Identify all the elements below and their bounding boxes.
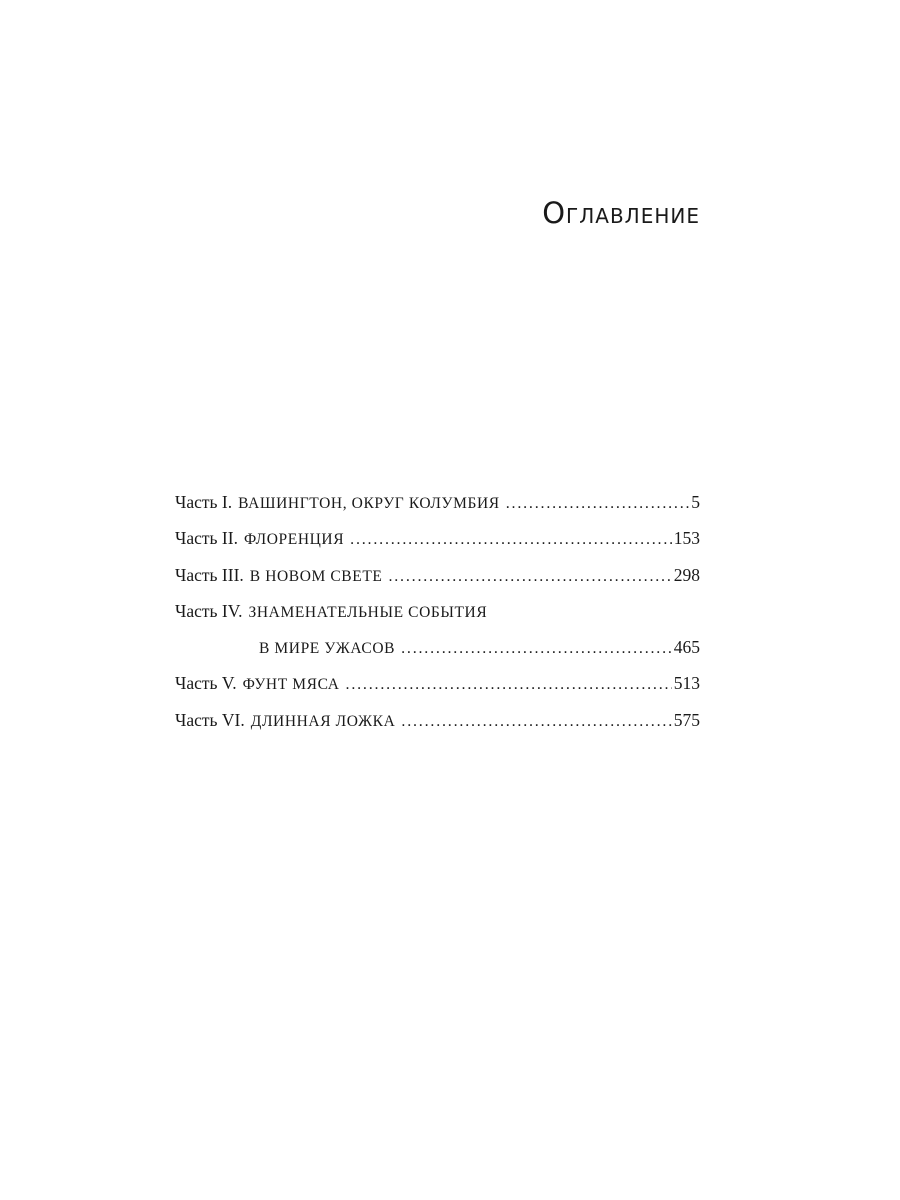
dot-leader: [506, 486, 690, 522]
part-title: ЗНАМЕНАТЕЛЬНЫЕ СОБЫТИЯ: [248, 603, 488, 621]
toc-entry-part-3: [175, 557, 700, 593]
dot-leader: [346, 667, 672, 703]
part-number: Часть V.: [175, 673, 237, 694]
part-title: В НОВОМ СВЕТЕ: [249, 567, 383, 585]
part-number: Часть IV.: [175, 600, 243, 621]
part-number: Часть III.: [175, 564, 244, 585]
part-number: Часть I.: [175, 492, 233, 512]
part-title: ВАШИНГТОН, ОКРУГ КОЛУМБИЯ: [238, 495, 500, 512]
part-number: Часть VI.: [175, 709, 245, 730]
toc-entry-part-1: [175, 484, 700, 520]
page-number: 575: [673, 709, 700, 730]
page-title: Оглавление: [542, 196, 700, 230]
table-of-contents: [175, 484, 700, 738]
toc-entry-part-2: [175, 520, 700, 556]
page-number: 5: [691, 492, 700, 512]
dot-leader: [350, 522, 672, 558]
part-title: ФЛОРЕНЦИЯ: [243, 531, 345, 549]
toc-entry-part-4-continued: [175, 629, 700, 665]
page-number: 153: [673, 528, 700, 549]
page-number: 513: [673, 673, 700, 694]
part-number: Часть II.: [175, 528, 238, 549]
dot-leader: [401, 704, 671, 740]
page-number: 465: [673, 637, 700, 658]
part-title: ДЛИННАЯ ЛОЖКА: [250, 712, 396, 730]
part-title: ФУНТ МЯСА: [242, 676, 340, 694]
part-title-continued: В МИРЕ УЖАСОВ: [259, 640, 396, 658]
toc-entry-part-6: [175, 702, 700, 738]
toc-entry-part-5: [175, 665, 700, 701]
dot-leader: [388, 559, 671, 595]
page-number: 298: [673, 564, 700, 585]
dot-leader: [401, 631, 672, 667]
toc-entry-part-4: [175, 593, 700, 629]
